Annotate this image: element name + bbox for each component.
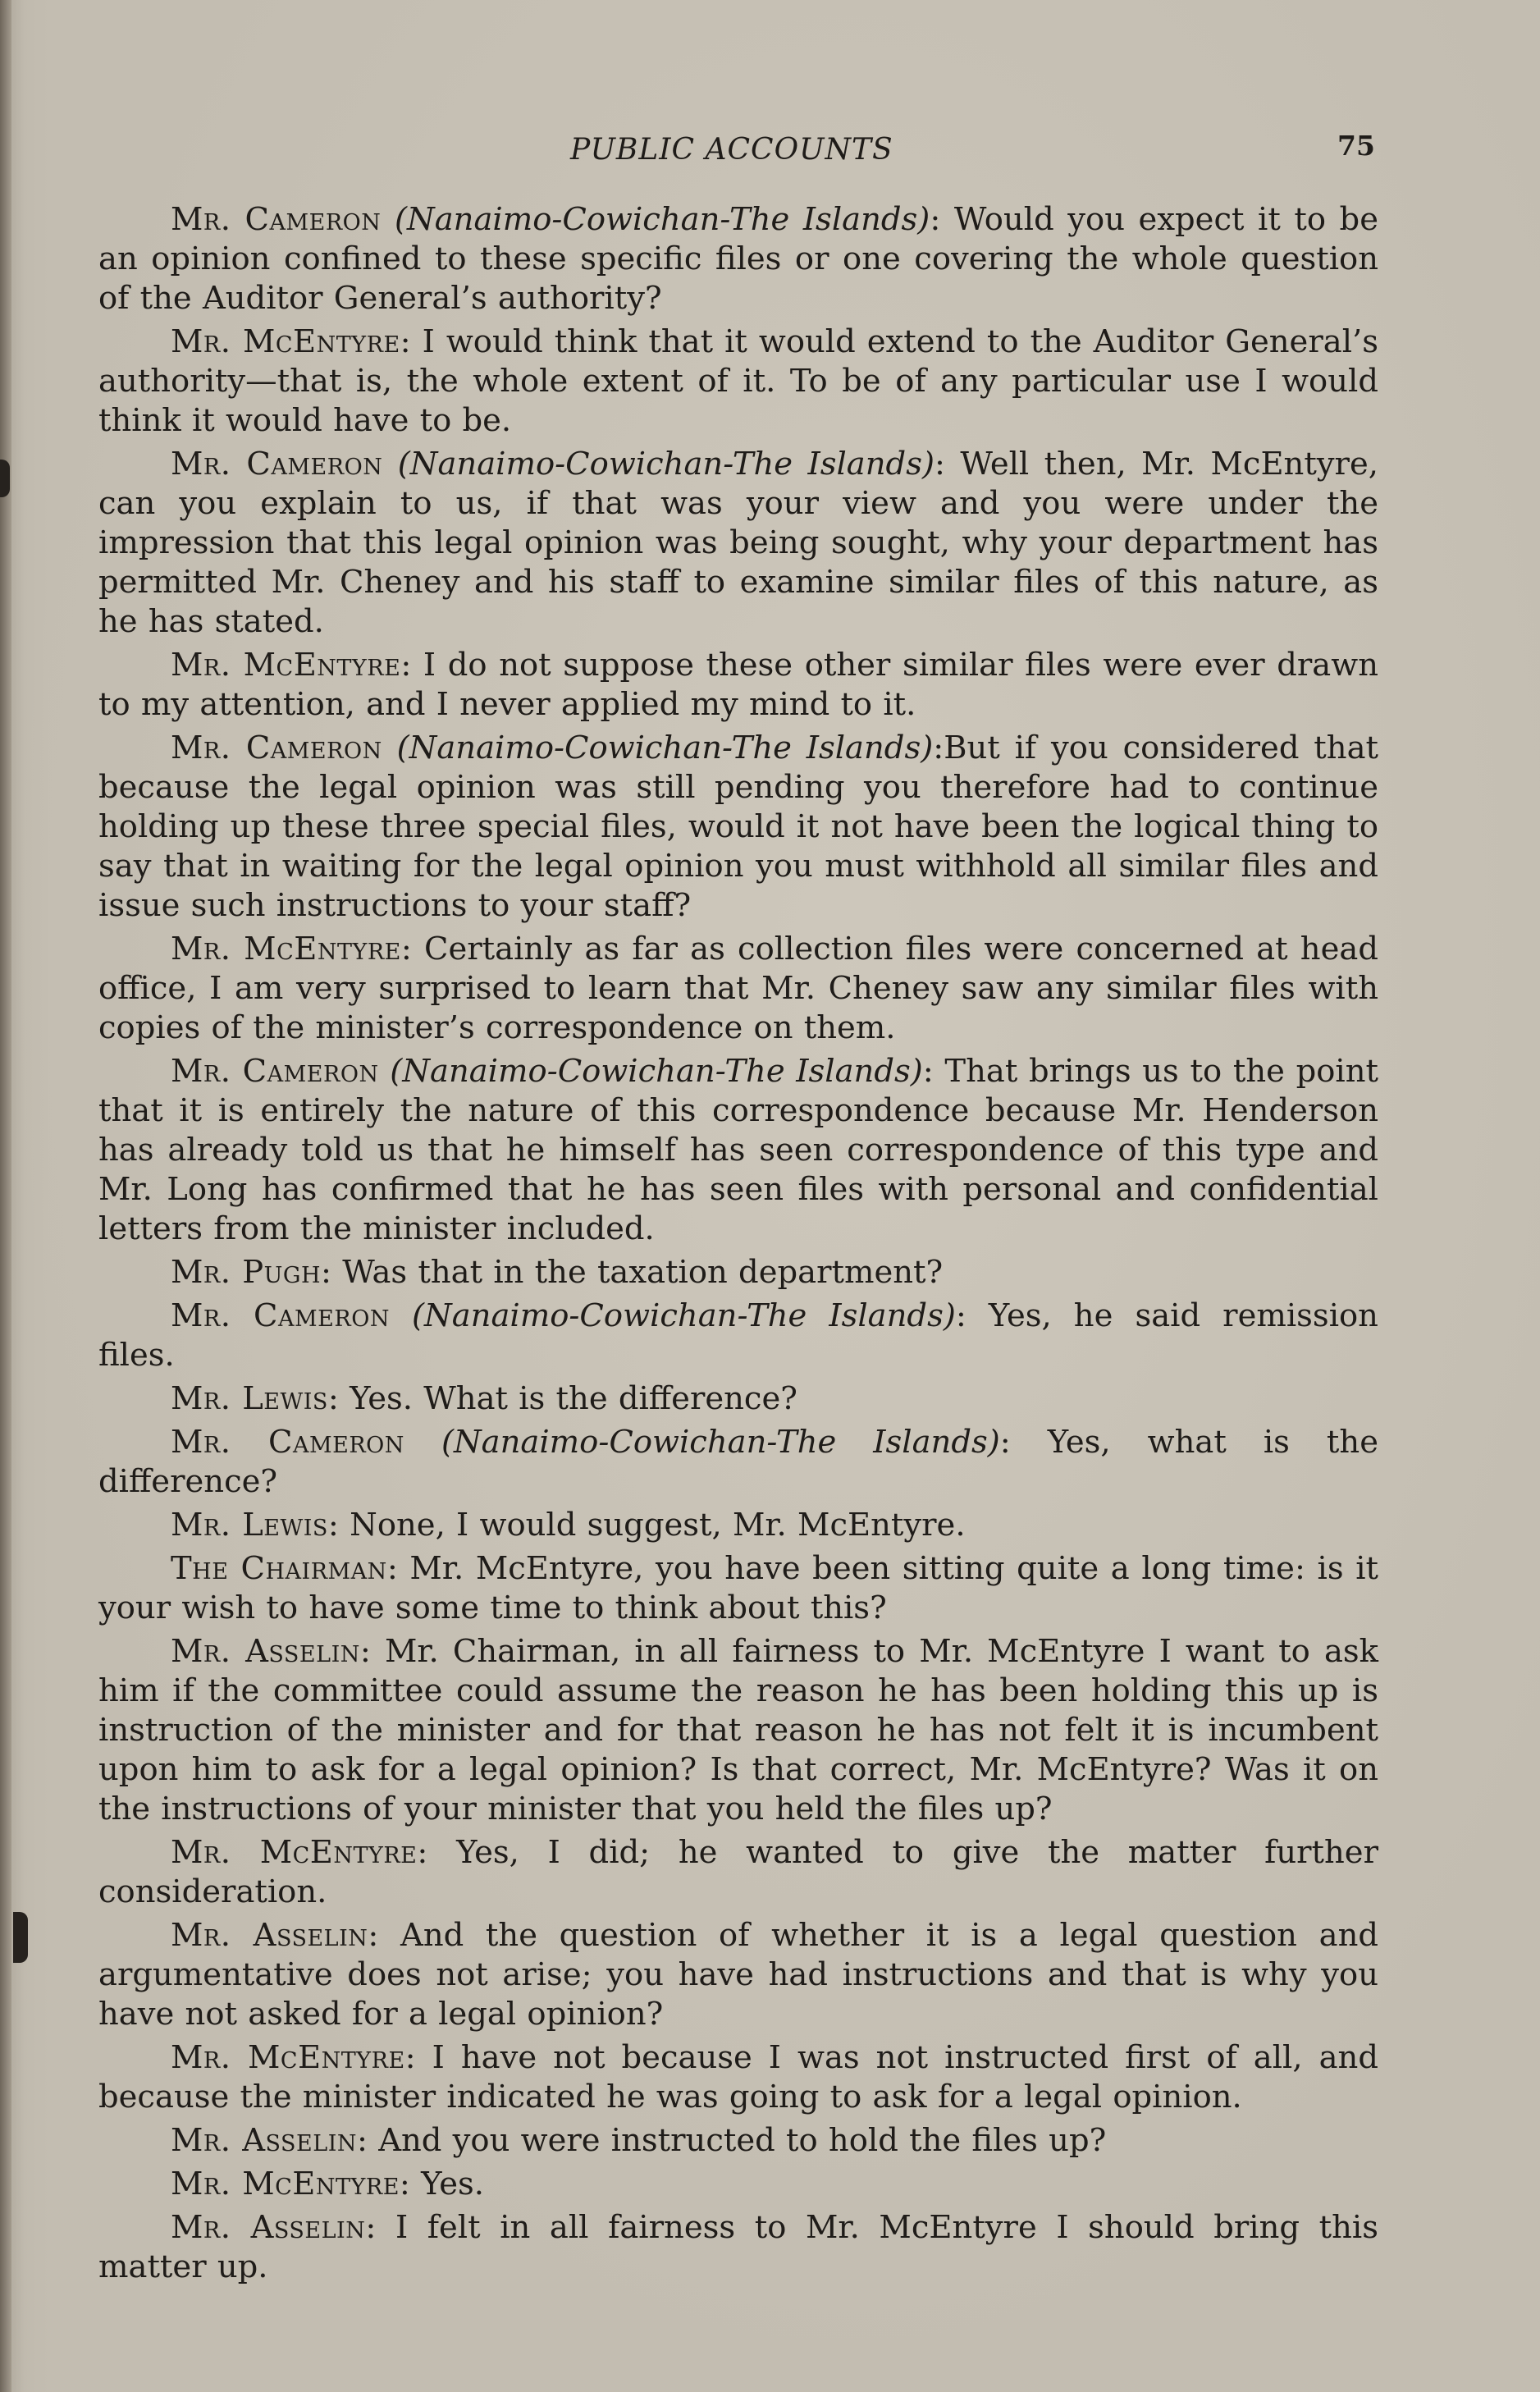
speaker-name: Mr. McEntyre: [171, 323, 400, 360]
speech-text: : Was that in the taxation department?: [321, 1254, 944, 1291]
speaker-name: Mr. Asselin: [171, 1633, 360, 1670]
speech-text: : Mr. Chairman, in all fairness to Mr. McEntyre I want to ask him if the committee could assume the reason he has been holding this up is instruction of the minister and for that reason he has not felt it is incumbent upon him to ask for a legal opinion? Is that correct, Mr. McEntyre? Was it on the instructions of your minister that you held the files up?: [98, 1633, 1378, 1827]
speech-text: : And you were instructed to hold the files up?: [356, 2122, 1107, 2159]
transcript-paragraph: [98, 930, 1378, 1048]
speech-text: : Well then, Mr. McEntyre, can you explain to us, if that was your view and you were under the impression that this legal opinion was being sought, why your department has permitted Mr. Cheney and his staff to examine similar files of this nature, as he has stated.: [98, 446, 1378, 640]
speaker-name: Mr. Cameron: [171, 1424, 404, 1461]
speech-text: : Yes, what is the difference?: [98, 1424, 1378, 1500]
speaker-name: Mr. Pugh: [171, 1254, 322, 1291]
speaker-name: Mr. Cameron: [171, 446, 383, 483]
speaker-constituency: (Nanaimo-Cowichan-The Islands): [441, 1424, 1000, 1461]
speech-text: : That brings us to the point that it is entirely the nature of this correspondence because Mr. Henderson has already told us that he himself has seen correspondence of this type and Mr. Long has confirmed that he has seen files with personal and confidential letters from the minister included.: [98, 1053, 1378, 1247]
transcript-paragraph: [98, 1506, 1378, 1545]
speaker-constituency: (Nanaimo-Cowichan-The Islands): [396, 729, 934, 766]
speech-text: : Yes, he said remission files.: [98, 1297, 1378, 1374]
speech-text: : I would think that it would extend to the Auditor General’s authority—that is, the whole extent of it. To be of any particular use I would think it would have to be.: [98, 323, 1378, 439]
transcript-paragraph: [98, 1833, 1378, 1912]
speaker-name: Mr. Asselin: [171, 2122, 357, 2159]
transcript-paragraph: [98, 1423, 1378, 1502]
transcript-paragraph: [98, 2208, 1378, 2287]
transcript-paragraph: [98, 1632, 1378, 1829]
speech-text: : Yes. What is the difference?: [327, 1380, 797, 1417]
speech-text: : Certainly as far as collection files were concerned at head office, I am very surprised to learn that Mr. Cheney saw any similar files with copies of the minister’s correspondence on them.: [98, 931, 1378, 1046]
speech-text: :But if you considered that because the legal opinion was still pending you therefore had to continue holding up these three special files, would it not have been the logical thing to say that in waiting for the legal opinion you must withhold all similar files and issue such instructions to your staff?: [98, 729, 1378, 924]
gutter-mark-upper: [0, 460, 10, 497]
speech-text: : I do not suppose these other similar files were ever drawn to my attention, and I never applied my mind to it.: [98, 647, 1378, 723]
gutter-mark-lower: [13, 1912, 28, 1963]
speaker-name: Mr. McEntyre: [171, 647, 401, 684]
speech-text: : Mr. McEntyre, you have been sitting quite a long time: is it your wish to have some time to think about this?: [98, 1550, 1378, 1626]
speaker-name: Mr. McEntyre: [171, 2039, 405, 2076]
transcript-paragraph: [98, 646, 1378, 725]
speaker-name: Mr. Cameron: [171, 1297, 390, 1334]
speech-text: : None, I would suggest, Mr. McEntyre.: [327, 1507, 966, 1544]
speaker-name: Mr. Cameron: [171, 1053, 379, 1090]
transcript-paragraph: [98, 1297, 1378, 1375]
speaker-name: Mr. Lewis: [171, 1380, 328, 1417]
speech-text: : Would you expect it to be an opinion confined to these specific files or one covering the whole question of the Auditor General’s authority?: [98, 201, 1378, 317]
transcript-paragraph: [98, 445, 1378, 642]
speech-text: : And the question of whether it is a legal question and argumentative does not arise; you have had instructions and that is why you have not asked for a legal opinion?: [98, 1917, 1379, 2033]
transcript-body: [98, 200, 1378, 2291]
speaker-name: Mr. Asselin: [171, 1917, 368, 1954]
transcript-paragraph: [98, 2165, 1378, 2204]
speaker-name: Mr. Lewis: [171, 1507, 328, 1544]
transcript-paragraph: [98, 1253, 1378, 1292]
speaker-constituency: (Nanaimo-Cowichan-The Islands): [390, 1053, 923, 1090]
transcript-paragraph: [98, 729, 1378, 926]
speaker-name: Mr. Asselin: [171, 2209, 366, 2246]
transcript-paragraph: [98, 2121, 1378, 2161]
speaker-name: Mr. McEntyre: [171, 1834, 418, 1871]
speech-text: : Yes.: [399, 2166, 484, 2202]
speech-text: : I have not because I was not instructed first of all, and because the minister indicated he was going to ask for a legal opinion.: [98, 2039, 1378, 2115]
speaker-constituency: (Nanaimo-Cowichan-The Islands): [397, 446, 935, 483]
transcript-paragraph: [98, 200, 1378, 318]
transcript-paragraph: [98, 1549, 1378, 1628]
page-header: [0, 130, 1540, 179]
speaker-constituency: (Nanaimo-Cowichan-The Islands): [394, 201, 930, 238]
speaker-name: The Chairman: [171, 1550, 387, 1587]
speech-text: : I felt in all fairness to Mr. McEntyre I should bring this matter up.: [98, 2209, 1379, 2285]
binding-shadow: [0, 0, 11, 2392]
speaker-name: Mr. McEntyre: [171, 2166, 400, 2202]
transcript-paragraph: [98, 1379, 1378, 1419]
speaker-constituency: (Nanaimo-Cowichan-The Islands): [412, 1297, 956, 1334]
speaker-name: Mr. McEntyre: [171, 931, 401, 967]
transcript-paragraph: [98, 1052, 1378, 1249]
speaker-name: Mr. Cameron: [171, 201, 382, 238]
transcript-paragraph: [98, 2038, 1378, 2117]
speaker-name: Mr. Cameron: [171, 729, 382, 766]
running-head: PUBLIC ACCOUNTS: [570, 133, 893, 167]
page-number: 75: [1337, 130, 1375, 162]
transcript-paragraph: [98, 322, 1378, 441]
speech-text: : Yes, I did; he wanted to give the matter further consideration.: [98, 1834, 1378, 1910]
transcript-paragraph: [98, 1916, 1378, 2034]
